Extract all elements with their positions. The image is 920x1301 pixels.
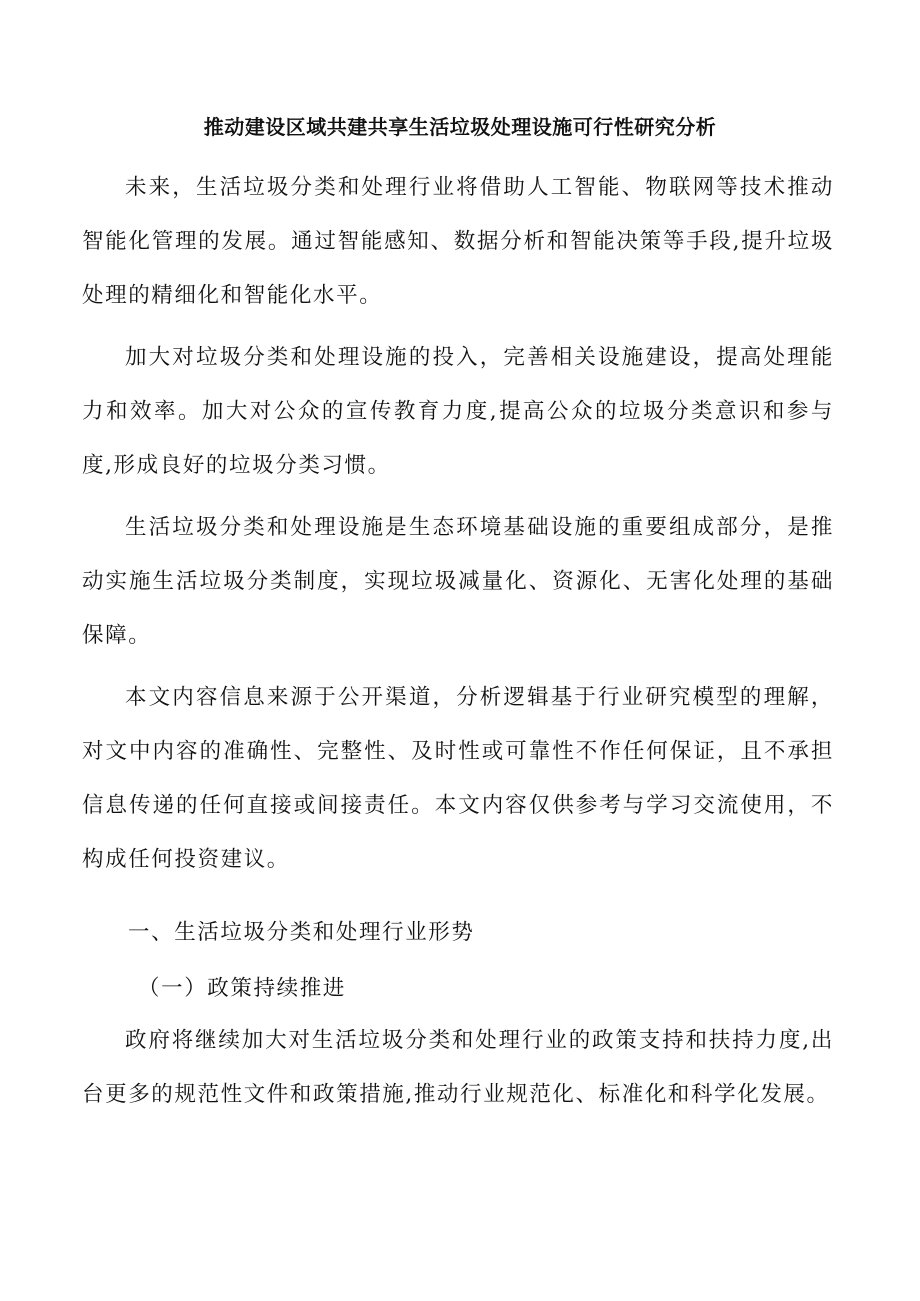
- document-title: 推动建设区域共建共享生活垃圾处理设施可行性研究分析: [203, 115, 717, 139]
- section-heading: 一、生活垃圾分类和处理行业形势: [128, 920, 475, 945]
- paragraph-policy-support: 政府将继续加大对生活垃圾分类和处理行业的政策支持和扶持力度,出台更多的规范性文件和政策措施,推动行业规范化、标准化和科学化发展。: [82, 1028, 834, 1107]
- paragraph-infrastructure-importance: 生活垃圾分类和处理设施是生态环境基础设施的重要组成部分，是推动实施生活垃圾分类制度，实现垃圾减量化、资源化、无害化处理的基础保障。: [82, 515, 834, 648]
- paragraph-facility-investment: 加大对垃圾分类和处理设施的投入，完善相关设施建设，提高处理能力和效率。加大对公众的宣传教育力度,提高公众的垃圾分类意识和参与度,形成良好的垃圾分类习惯。: [82, 345, 834, 478]
- paragraph-intelligent-management: 未来，生活垃圾分类和处理行业将借助人工智能、物联网等技术推动智能化管理的发展。通过智能感知、数据分析和智能决策等手段,提升垃圾处理的精细化和智能化水平。: [82, 175, 834, 308]
- paragraph-disclaimer: 本文内容信息来源于公开渠道，分析逻辑基于行业研究模型的理解，对文中内容的准确性、完整性、及时性或可靠性不作任何保证，且不承担信息传递的任何直接或间接责任。本文内容仅供参考与学习交流使用，不构成任何投资建议。: [82, 685, 834, 872]
- subsection-heading: （一）政策持续推进: [138, 976, 346, 1001]
